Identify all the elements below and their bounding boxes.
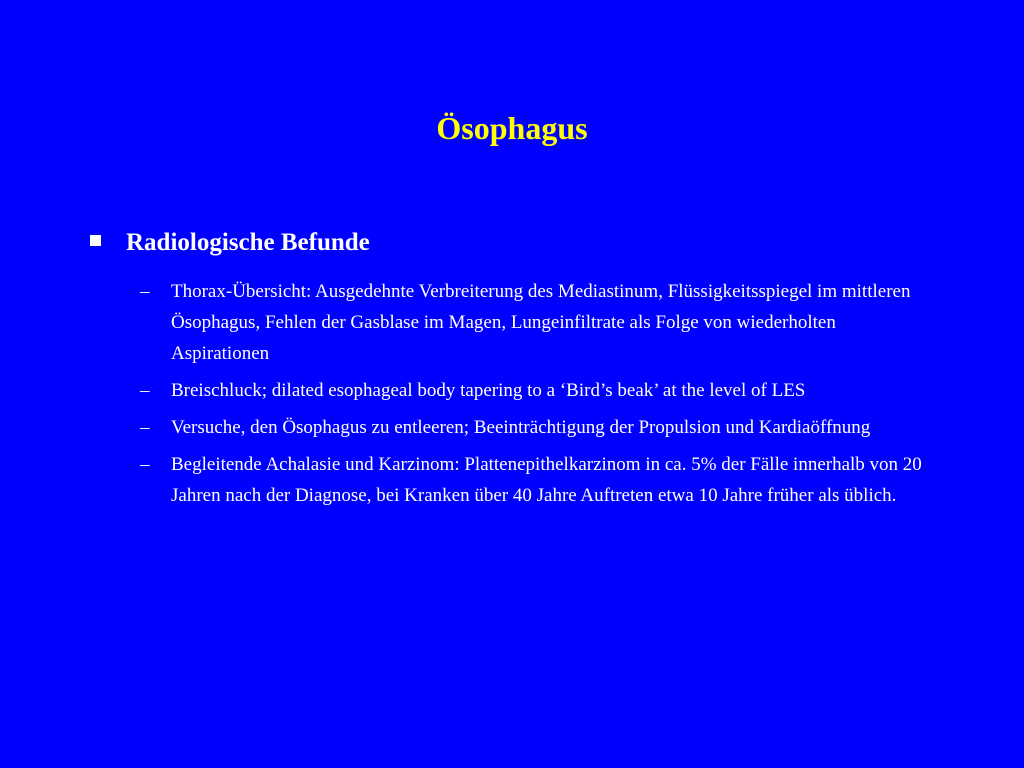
sub-bullet-item xyxy=(140,412,940,443)
sub-bullet-item xyxy=(140,449,940,511)
sub-bullet-text: Thorax-Übersicht: Ausgedehnte Verbreiterung des Mediastinum, Flüssigkeitsspiegel im mittleren Ösophagus, Fehlen der Gasblase im Magen, Lungeinfiltrate als Folge von wiederholten Aspirationen xyxy=(171,281,911,364)
square-bullet-icon xyxy=(90,235,101,246)
sub-bullet-text: Breischluck; dilated esophageal body tapering to a ‘Bird’s beak’ at the level of LES xyxy=(171,380,806,401)
dash-bullet-icon: – xyxy=(140,417,150,438)
dash-bullet-icon: – xyxy=(140,380,150,401)
sub-bullet-text: Versuche, den Ösophagus zu entleeren; Beeinträchtigung der Propulsion und Kardiaöffnung xyxy=(171,417,871,438)
slide-title: Ösophagus xyxy=(436,110,588,146)
dash-bullet-icon: – xyxy=(140,281,150,302)
sub-bullet-item xyxy=(140,276,940,369)
sub-bullet-item xyxy=(140,375,940,406)
bullet-item-heading xyxy=(90,226,950,260)
sub-bullet-text: Begleitende Achalasie und Karzinom: Plattenepithelkarzinom in ca. 5% der Fälle innerhalb von 20 Jahren nach der Diagnose, bei Kranken über 40 Jahre Auftreten etwa 10 Jahre früher als üblich. xyxy=(171,454,922,506)
dash-bullet-icon: – xyxy=(140,454,150,475)
sub-bullet-list xyxy=(140,276,940,517)
bullet-heading-text: Radiologische Befunde xyxy=(126,229,370,256)
